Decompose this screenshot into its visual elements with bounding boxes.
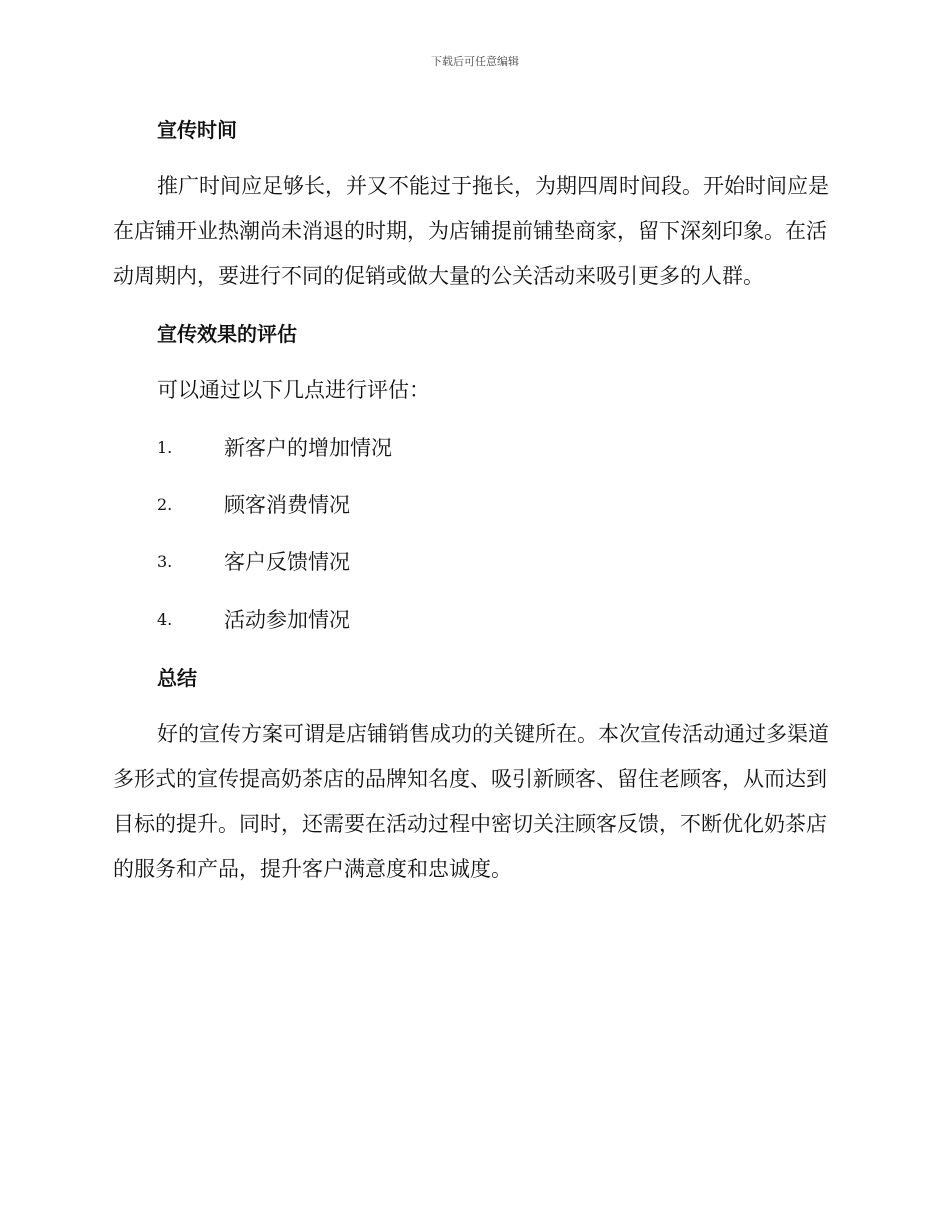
section-heading-summary: 总结 bbox=[157, 666, 197, 690]
list-item bbox=[157, 606, 557, 634]
list-item bbox=[157, 491, 557, 519]
section-paragraph-summary: 好的宣传方案可谓是店铺销售成功的关键所在。本次宣传活动通过多渠道多形式的宣传提高奶茶店的品牌知名度、吸引新顾客、留住老顾客，从而达到目标的提升。同时，还需要在活动过程中密切关注顾客反馈，不断优化奶茶店的服务和产品，提升客户满意度和忠诚度。 bbox=[113, 722, 829, 881]
list-item-text: 活动参加情况 bbox=[224, 608, 350, 632]
list-item-text: 客户反馈情况 bbox=[224, 550, 350, 574]
section-heading-time: 宣传时间 bbox=[157, 118, 237, 142]
list-item-number: 1. bbox=[157, 438, 173, 457]
section-paragraph-time: 推广时间应足够长，并又不能过于拖长，为期四周时间段。开始时间应是在店铺开业热潮尚未消退的时期，为店铺提前铺垫商家，留下深刻印象。在活动周期内，要进行不同的促销或做大量的公关活动来吸引更多的人群。 bbox=[113, 174, 829, 288]
evaluation-intro: 可以通过以下几点进行评估： bbox=[157, 378, 430, 402]
list-item-text: 新客户的增加情况 bbox=[224, 436, 392, 460]
list-item-number: 3. bbox=[157, 552, 173, 571]
section-heading-evaluation: 宣传效果的评估 bbox=[157, 322, 297, 346]
list-item bbox=[157, 548, 557, 576]
list-item bbox=[157, 434, 557, 462]
list-item-number: 4. bbox=[157, 610, 173, 629]
list-item-text: 顾客消费情况 bbox=[224, 493, 350, 517]
list-item-number: 2. bbox=[157, 495, 173, 514]
page-header-note: 下载后可任意编辑 bbox=[431, 55, 519, 68]
